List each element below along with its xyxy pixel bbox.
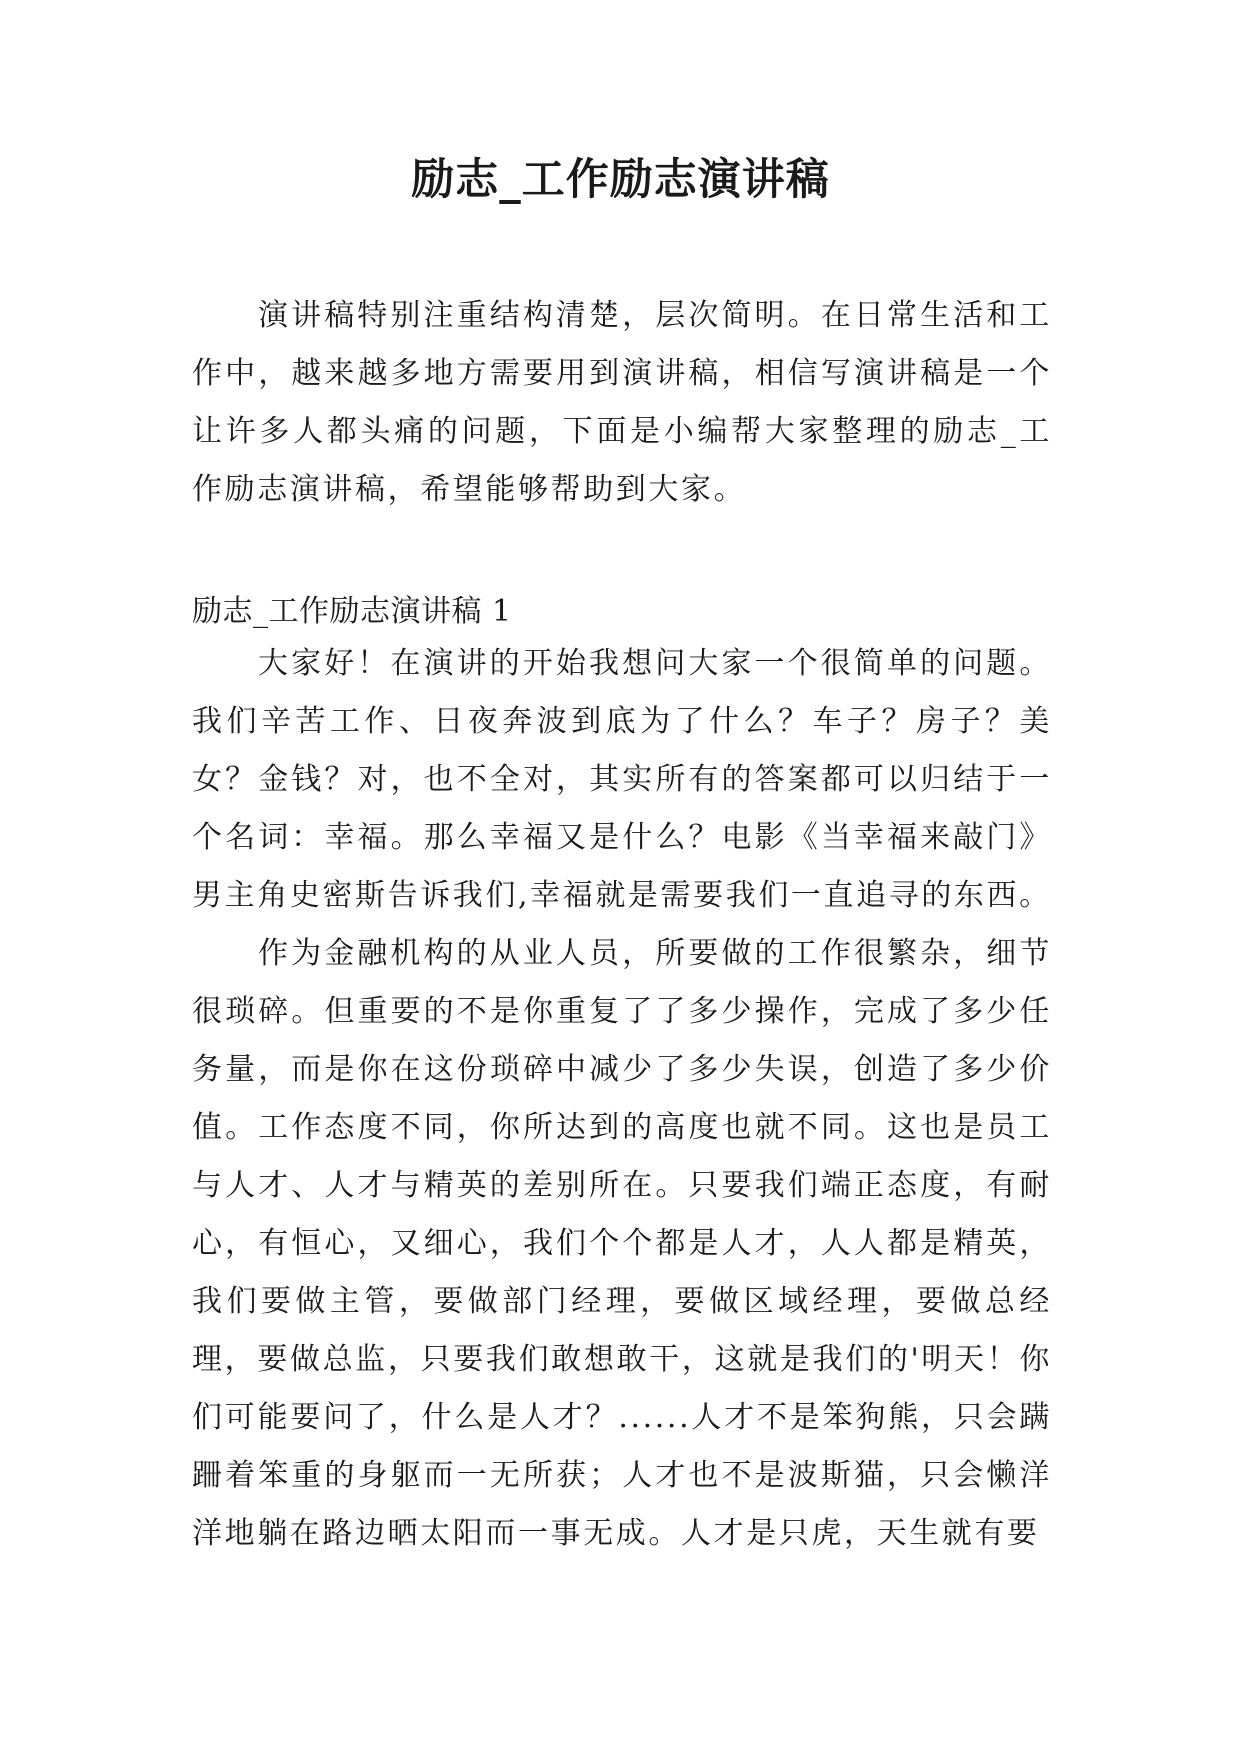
speech-body	[192, 635, 1052, 1563]
speech-paragraph-2: 作为金融机构的从业人员，所要做的工作很繁杂，细节很琐碎。但重要的不是你重复了了多少操作，完成了多少任务量，而是你在这份琐碎中减少了多少失误，创造了多少价值。工作态度不同，你所达到的高度也就不同。这也是员工与人才、人才与精英的差别所在。只要我们端正态度，有耐心，有恒心，又细心，我们个个都是人才，人人都是精英，我们要做主管，要做部门经理，要做区域经理，要做总经理，要做总监，只要我们敢想敢干，这就是我们的'明天！你们可能要问了，什么是人才？......人才不是笨狗熊，只会蹒跚着笨重的身躯而一无所获；人才也不是波斯猫，只会懒洋洋地躺在路边晒太阳而一事无成。人才是只虎，天生就有要	[192, 936, 1052, 1551]
intro-paragraph: 演讲稿特别注重结构清楚，层次简明。在日常生活和工作中，越来越多地方需要用到演讲稿，相信写演讲稿是一个让许多人都头痛的问题，下面是小编帮大家整理的励志_工作励志演讲稿，希望能够帮助到大家。	[192, 298, 1052, 507]
document-title: 励志_工作励志演讲稿	[411, 155, 830, 205]
section-heading: 励志_工作励志演讲稿 1	[192, 594, 512, 629]
speech-paragraph-1: 大家好！在演讲的开始我想问大家一个很简单的问题。我们辛苦工作、日夜奔波到底为了什么？车子？房子？美女？金钱？对，也不全对，其实所有的答案都可以归结于一个名词：幸福。那么幸福又是什么？电影《当幸福来敲门》男主角史密斯告诉我们,幸福就是需要我们一直追寻的东西。	[192, 646, 1052, 913]
